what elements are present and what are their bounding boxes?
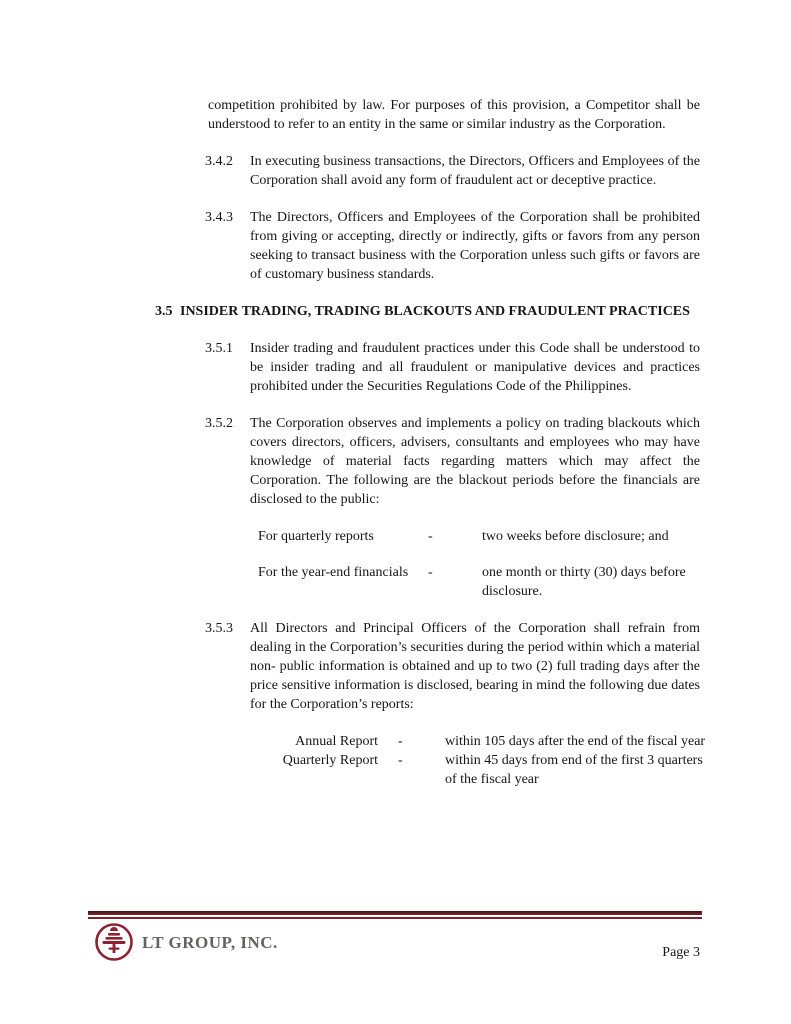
footer-divider-thin-line <box>88 917 702 919</box>
section-number: 3.5 <box>155 304 173 319</box>
blackout-period-row <box>258 527 791 546</box>
footer-divider <box>88 911 702 919</box>
clause-text: All Directors and Principal Officers of the Corporation shall refrain from dealing in the Corporation’s securities during the period within which a material non- public information is obtained and up to two (2) full trading days after the price sensitive information is disclosed, bearing in mind the following due dates for the Corporation’s reports: <box>250 621 700 712</box>
clause-3-4-2 <box>205 152 791 190</box>
blackout-period-label: For the year-end financials <box>258 565 409 580</box>
separator-dash: - <box>398 753 403 768</box>
report-due-date-row <box>258 751 791 789</box>
clause-number: 3.5.2 <box>205 416 233 431</box>
report-label: Annual Report <box>295 734 378 749</box>
clause-number: 3.4.3 <box>205 210 233 225</box>
paragraph-continuation: competition prohibited by law. For purposes of this provision, a Competitor shall be understood to refer to an entity in the same or similar industry as the Corporation. <box>208 98 700 132</box>
report-due-value: within 105 days after the end of the fiscal year <box>445 734 706 749</box>
report-due-date-row <box>258 732 791 751</box>
clause-number: 3.5.1 <box>205 341 233 356</box>
company-name: LT GROUP, INC. <box>142 932 278 952</box>
separator-dash: - <box>428 529 433 544</box>
page-number: Page 3 <box>662 945 700 960</box>
separator-dash: - <box>398 734 403 749</box>
clause-text: Insider trading and fraudulent practices under this Code shall be understood to be insider trading and all fraudulent or manipulative devices and practices prohibited under the Securities Regulations Code of the Philippines. <box>250 341 700 394</box>
clause-text: The Directors, Officers and Employees of the Corporation shall be prohibited from giving or accepting, directly or indirectly, gifts or favors from any person seeking to transact business with the Corporation unless such gifts or favors are of customary business standards. <box>250 210 700 282</box>
report-label: Quarterly Report <box>282 753 378 768</box>
section-title: INSIDER TRADING, TRADING BLACKOUTS AND FRAUDULENT PRACTICES <box>180 304 690 319</box>
clause-text: The Corporation observes and implements a policy on trading blackouts which covers directors, officers, advisers, consultants and employees who may have knowledge of material facts regarding matters which may affect the Corporation. The following are the blackout periods before the financials are disclosed to the public: <box>250 416 700 507</box>
clause-text: In executing business transactions, the Directors, Officers and Employees of the Corporation shall avoid any form of fraudulent act or deceptive practice. <box>250 154 700 188</box>
blackout-periods-list <box>258 527 791 601</box>
report-due-dates-list <box>258 732 791 789</box>
clause-3-5-2 <box>205 414 791 509</box>
report-due-value: within 45 days from end of the first 3 quarters of the fiscal year <box>445 753 703 787</box>
separator-dash: - <box>428 565 433 580</box>
lt-group-logo-icon <box>94 922 134 962</box>
blackout-period-value: two weeks before disclosure; and <box>482 529 669 544</box>
clause-3-5-3 <box>205 619 791 714</box>
blackout-period-row <box>258 563 791 601</box>
section-3-5-heading <box>155 302 791 321</box>
blackout-period-value: one month or thirty (30) days before disclosure. <box>482 565 686 599</box>
blackout-period-label: For quarterly reports <box>258 529 374 544</box>
clause-3-4-3 <box>205 208 791 284</box>
clause-number: 3.4.2 <box>205 154 233 169</box>
page-footer <box>0 922 791 962</box>
company-logo-block <box>94 922 278 962</box>
clause-number: 3.5.3 <box>205 621 233 636</box>
clause-3-5-1 <box>205 339 791 396</box>
